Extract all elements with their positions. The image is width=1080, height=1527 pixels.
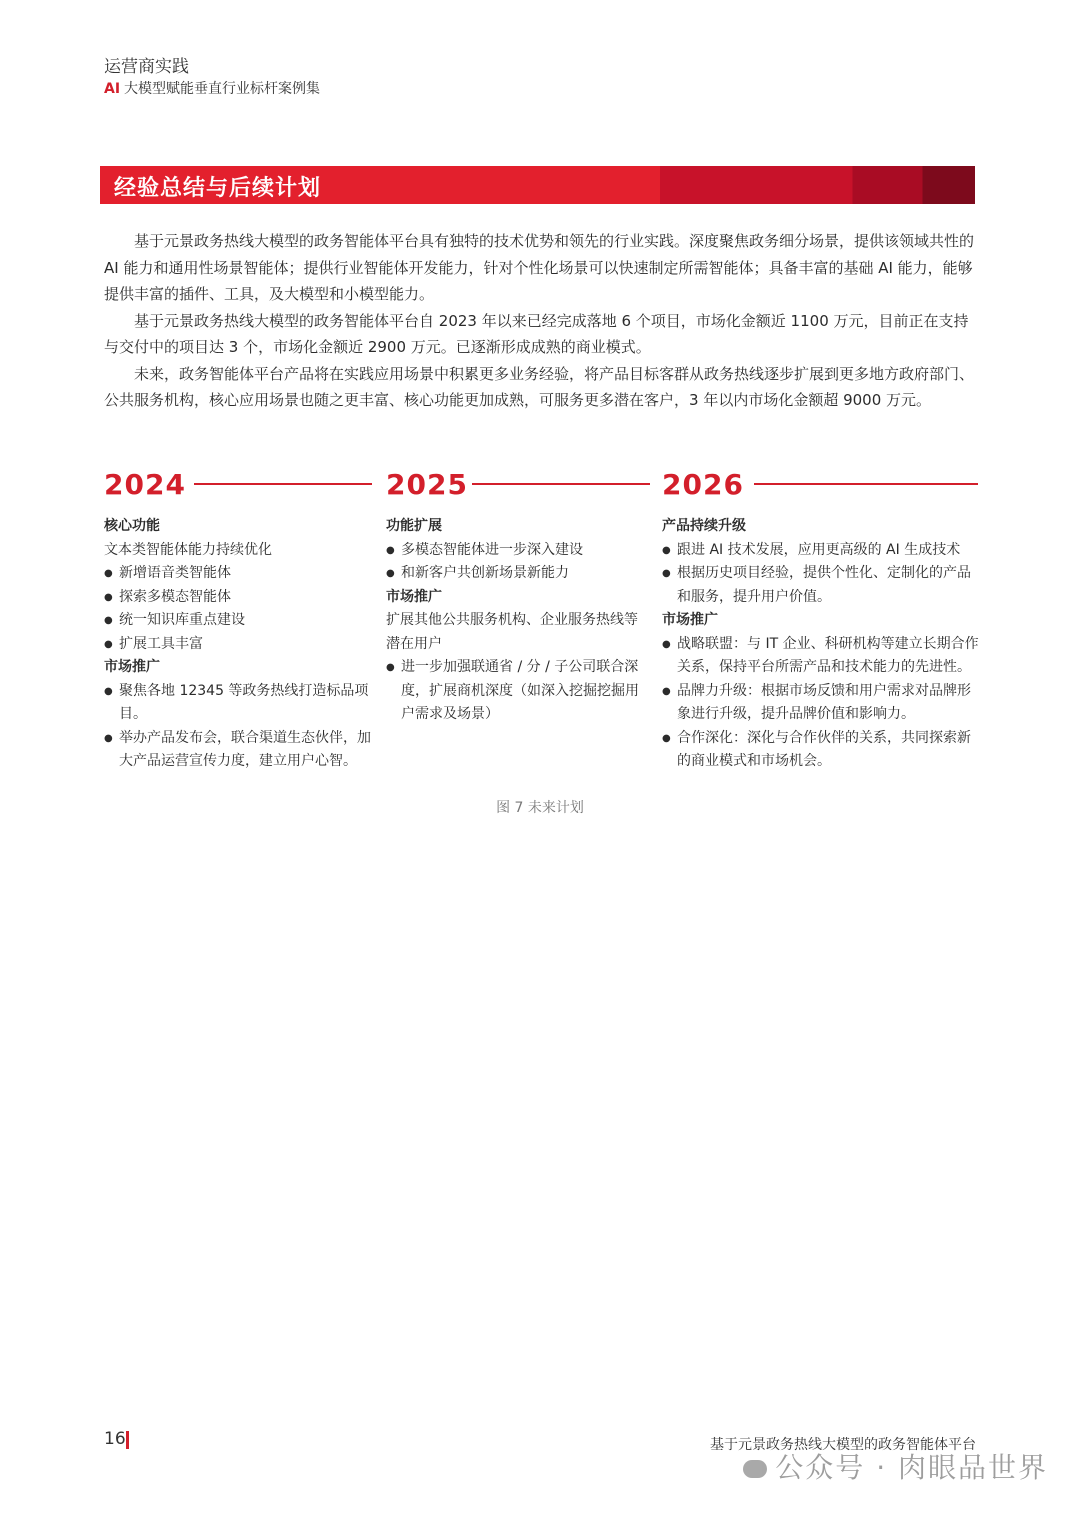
timeline-bullet-item: ● 统一知识库重点建设 xyxy=(104,609,374,633)
timeline-bullet-item: ● 扩展工具丰富 xyxy=(104,633,374,657)
header-series-title: 运营商实践 xyxy=(104,57,189,77)
timeline-text-item: 扩展其他公共服务机构、企业服务热线等潜在用户 xyxy=(386,612,638,652)
wechat-icon xyxy=(743,1460,767,1478)
paragraph-2: 基于元景政务热线大模型的政务智能体平台自 2023 年以来已经完成落地 6 个项目，市场化金额近 1100 万元，目前正在支持与交付中的项目达 3 个，市场化金额近 2900 万元。已逐渐形成成熟的商业模式。 xyxy=(104,311,969,356)
paragraph-3: 未来，政务智能体平台产品将在实践应用场景中积累更多业务经验，将产品目标客群从政务热线逐步扩展到更多地方政府部门、公共服务机构，核心应用场景也随之更丰富、核心功能更加成熟，可服务更多潜在客户，3 年以内市场化金额超 9000 万元。 xyxy=(104,364,975,409)
timeline-divider xyxy=(472,483,650,485)
page-number: 16 xyxy=(104,1429,126,1449)
header-subtitle-text: 大模型赋能垂直行业标杆案例集 xyxy=(124,81,321,97)
timeline-column-2025 xyxy=(386,468,651,727)
timeline-bullet-item: ● 探索多模态智能体 xyxy=(104,586,374,610)
timeline-body xyxy=(386,515,651,727)
section-title: 经验总结与后续计划 xyxy=(114,176,322,201)
timeline-text-item: 文本类智能体能力持续优化 xyxy=(104,541,272,558)
timeline-bullet-item: ● 聚焦各地 12345 等政务热线打造标品项目。 xyxy=(104,680,374,727)
watermark-text: 公众号 · 肉眼品世界 xyxy=(775,1451,1048,1484)
timeline-year-header xyxy=(386,468,651,502)
timeline-column-2026 xyxy=(662,468,980,774)
figure-caption: 图 7 未来计划 xyxy=(496,800,584,816)
header-subtitle xyxy=(104,78,320,98)
footer-title: 基于元景政务热线大模型的政务智能体平台 xyxy=(710,1437,976,1453)
section-banner xyxy=(100,166,975,204)
timeline-year-header xyxy=(662,468,980,502)
timeline-year-header xyxy=(104,468,374,502)
timeline-bullet-item: ● 进一步加强联通省 / 分 / 子公司联合深度，扩展商机深度（如深入挖掘挖掘用户需求及场景） xyxy=(386,656,651,727)
timeline-year: 2024 xyxy=(104,468,186,501)
timeline-bullet-item: ● 跟进 AI 技术发展，应用更高级的 AI 生成技术 xyxy=(662,539,980,563)
timeline-bullet-item: ● 多模态智能体进一步深入建设 xyxy=(386,539,651,563)
timeline-section-title: 市场推广 xyxy=(662,612,718,628)
timeline-bullet-item: ● 根据历史项目经验，提供个性化、定制化的产品和服务，提升用户价值。 xyxy=(662,562,980,609)
timeline-bullet-item: ● 新增语音类智能体 xyxy=(104,562,374,586)
timeline-section-title: 市场推广 xyxy=(386,588,442,605)
body-paragraphs xyxy=(104,228,980,414)
watermark xyxy=(743,1446,1048,1486)
timeline-section-title: 产品持续升级 xyxy=(662,518,746,534)
timeline-bullet-item: ● 举办产品发布会，联合渠道生态伙伴，加大产品运营宣传力度，建立用户心智。 xyxy=(104,727,374,774)
timeline-bullet-item: ● 战略联盟：与 IT 企业、科研机构等建立长期合作关系，保持平台所需产品和技术能力的先进性。 xyxy=(662,633,980,680)
timeline-divider xyxy=(194,483,372,485)
timeline-column-2024 xyxy=(104,468,374,774)
timeline-body xyxy=(662,515,980,774)
timeline-year: 2026 xyxy=(662,468,744,501)
timeline-section-title: 功能扩展 xyxy=(386,518,442,534)
timeline-section-title: 市场推广 xyxy=(104,659,160,675)
timeline-bullet-item: ● 品牌力升级：根据市场反馈和用户需求对品牌形象进行升级，提升品牌价值和影响力。 xyxy=(662,680,980,727)
timeline-section-title: 核心功能 xyxy=(104,518,160,534)
timeline-bullet-item: ● 和新客户共创新场景新能力 xyxy=(386,562,651,586)
header-ai-tag: AI xyxy=(104,81,121,97)
timeline-year: 2025 xyxy=(386,468,468,501)
timeline-bullet-item: ● 合作深化：深化与合作伙伴的关系，共同探索新的商业模式和市场机会。 xyxy=(662,727,980,774)
timeline-divider xyxy=(754,483,978,485)
timeline-body xyxy=(104,515,374,774)
page-number-divider xyxy=(126,1431,129,1449)
paragraph-1: 基于元景政务热线大模型的政务智能体平台具有独特的技术优势和领先的行业实践。深度聚焦政务细分场景，提供该领域共性的 AI 能力和通用性场景智能体；提供行业智能体开发能力，针对个性化场景可以快速制定所需智能体；具备丰富的基础 AI 能力，能够提供丰富的插件、工具，及大模型和小模型能力。 xyxy=(104,232,975,303)
